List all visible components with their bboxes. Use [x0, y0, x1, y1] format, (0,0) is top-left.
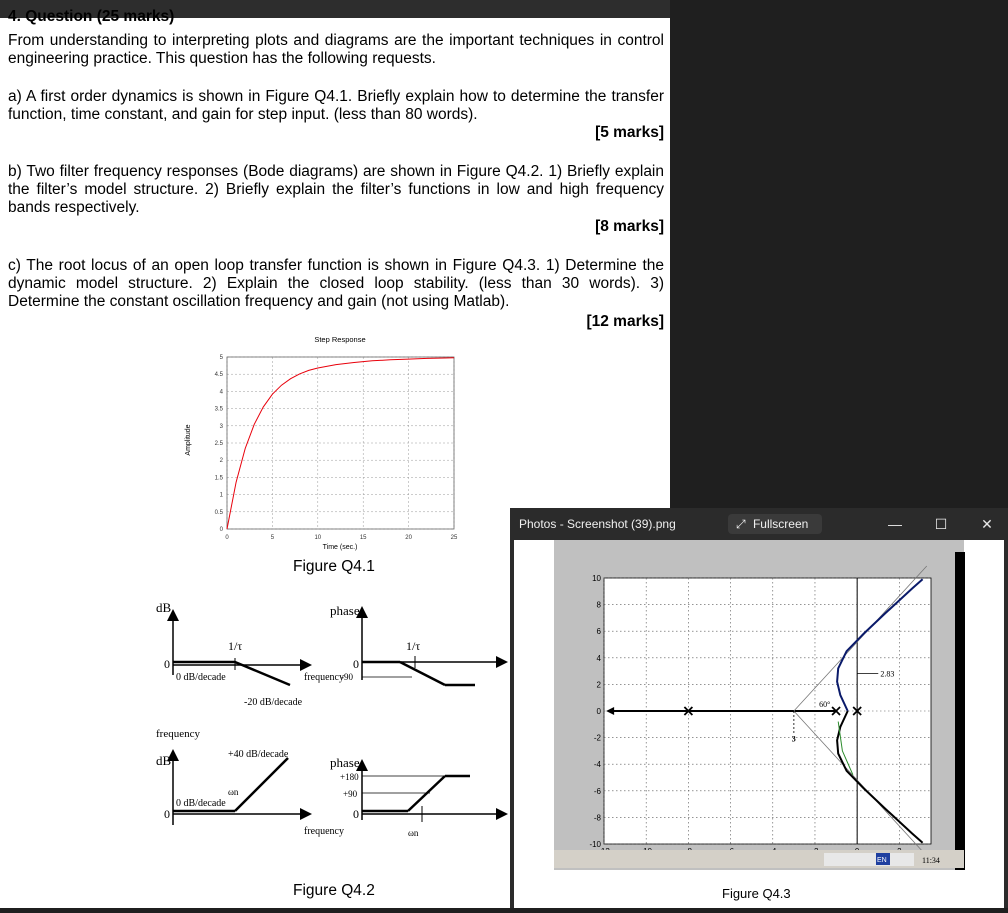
close-button[interactable]	[972, 514, 1002, 534]
x-tick-label: 25	[450, 535, 458, 541]
taskbar-time: 11:34	[922, 856, 940, 865]
lowpass-phase-zero: 0	[353, 657, 359, 671]
lowpass-phase-plot	[304, 603, 502, 685]
y-tick-label: 10	[592, 574, 601, 583]
lowpass-zero-label: 0	[164, 657, 170, 671]
highpass-db-label: dB	[156, 753, 172, 768]
y-tick-label: 6	[596, 627, 601, 637]
y-tick-label: -6	[593, 786, 601, 796]
fullscreen-icon: ⤢	[736, 517, 746, 531]
highpass-flat-label: 0 dB/decade	[176, 798, 226, 809]
highpass-phase-top: +180	[340, 772, 359, 782]
y-tick-label: -10	[589, 840, 601, 849]
step-response-line	[227, 358, 454, 529]
fullscreen-button[interactable]	[728, 514, 822, 534]
part-a-text: a) A first order dynamics is shown in Figure Q4.1. Briefly explain how to determine the transfer function, time constant, and gain for step input. (less than 80 words).	[8, 88, 664, 123]
highpass-phase-corner: ωn	[408, 828, 419, 838]
y-tick-label: 3	[219, 423, 223, 430]
y-tick-label: 4	[219, 389, 223, 396]
y-tick-label: 2	[219, 458, 223, 465]
photos-image-area	[514, 540, 1004, 908]
y-tick-label: 0	[596, 707, 601, 716]
part-c-text: c) The root locus of an open loop transfer function is shown in Figure Q4.3. 1) Determine the dynamic model structure. 2) Explain the closed loop stability. (less than 30 words). 3) Determine the constant oscillation frequency and gain (not using Matlab).	[8, 257, 664, 310]
taskbar-lang: EN	[877, 857, 887, 864]
figure-q42-caption: Figure Q4.2	[293, 882, 375, 899]
chart-x-ticks	[225, 535, 458, 541]
chart-title: Step Response	[314, 335, 366, 344]
bode-diagrams	[140, 590, 520, 840]
y-tick-label: 1	[219, 492, 223, 499]
x-tick-label: 0	[225, 535, 229, 541]
part-c-marks: [12 marks]	[586, 313, 664, 330]
figure-q41-caption: Figure Q4.1	[293, 558, 375, 575]
x-tick-label: 20	[405, 535, 412, 541]
close-icon: ✕	[981, 516, 993, 532]
lowpass-corner-label: 1/τ	[228, 639, 243, 653]
highpass-zero-label: 0	[164, 807, 170, 821]
part-b-marks: [8 marks]	[595, 218, 664, 235]
lowpass-phase-label: phase	[330, 603, 360, 618]
photos-window-title: Photos - Screenshot (39).png	[519, 517, 676, 531]
lowpass-frequency-label: frequency	[156, 728, 200, 740]
y-tick-label: -4	[593, 760, 601, 770]
y-tick-label: 2	[596, 680, 601, 690]
highpass-phase-label: phase	[330, 755, 360, 770]
annotation-2-83: 2.83	[880, 669, 895, 679]
figure-q43-caption: Figure Q4.3	[722, 886, 791, 901]
lowpass-phase-min: -90	[341, 672, 353, 682]
x-tick-label: 5	[270, 535, 275, 541]
y-tick-label: -8	[593, 813, 601, 823]
lowpass-magnitude-plot	[156, 600, 306, 740]
root-locus-screenshot	[514, 540, 1004, 908]
y-tick-label: 0	[219, 527, 223, 533]
annotation-60-degrees: 60°	[819, 700, 831, 710]
maximize-icon: ☐	[934, 516, 948, 532]
chart-xlabel: Time (sec.)	[322, 544, 358, 551]
minimize-button[interactable]	[880, 514, 910, 534]
figure-border-bar	[955, 552, 965, 870]
highpass-corner-label: ωn	[228, 787, 239, 797]
lowpass-phase-corner: 1/τ	[406, 639, 421, 653]
y-tick-label: 3.5	[214, 406, 223, 413]
fullscreen-label: Fullscreen	[752, 517, 809, 531]
question-intro: From understanding to interpreting plots and diagrams are the important techniques in control engineering practice. This question has the following requests.	[8, 32, 664, 67]
chart-ylabel: Amplitude	[185, 424, 192, 456]
part-b-text: b) Two filter frequency responses (Bode diagrams) are shown in Figure Q4.2. 1) Briefly explain the filter’s model structure. 2) Briefly explain the filter’s functions in low and high frequency bands respectively.	[8, 163, 664, 216]
lowpass-slope-label: -20 dB/decade	[244, 697, 303, 708]
y-tick-label: 5	[219, 355, 223, 361]
y-tick-label: 1.5	[214, 475, 223, 482]
part-a-marks: [5 marks]	[595, 124, 664, 141]
minimize-icon: —	[888, 516, 902, 532]
chart-grid	[227, 357, 454, 529]
lowpass-flat-label: 0 dB/decade	[176, 672, 226, 683]
y-tick-label: 8	[596, 600, 601, 610]
y-tick-label: 4.5	[214, 372, 223, 379]
highpass-slope-label: +40 dB/decade	[228, 749, 289, 760]
step-response-chart	[170, 330, 500, 555]
lowpass-db-label: dB	[156, 600, 172, 615]
highpass-magnitude-plot	[156, 749, 306, 825]
lowpass-phase-frequency: frequency	[304, 672, 344, 683]
y-tick-label: -2	[593, 733, 601, 743]
y-tick-label: 0.5	[214, 509, 223, 516]
maximize-button[interactable]	[926, 514, 956, 534]
highpass-phase-zero: 0	[353, 807, 359, 821]
y-tick-label: 4	[596, 653, 601, 663]
highpass-phase-plot	[304, 755, 502, 838]
annotation-3: 3	[791, 734, 796, 744]
chart-y-ticks	[215, 355, 224, 533]
highpass-phase-mid: +90	[343, 789, 358, 799]
taskbar-tray-icons	[824, 853, 914, 866]
highpass-phase-frequency: frequency	[304, 826, 344, 837]
photos-window[interactable]	[510, 508, 1008, 908]
y-tick-label: 2.5	[214, 441, 223, 447]
question-heading: 4. Question (25 marks)	[8, 8, 175, 25]
x-tick-label: 10	[314, 535, 322, 541]
x-tick-label: 15	[359, 535, 367, 541]
photos-titlebar[interactable]	[510, 508, 1008, 540]
